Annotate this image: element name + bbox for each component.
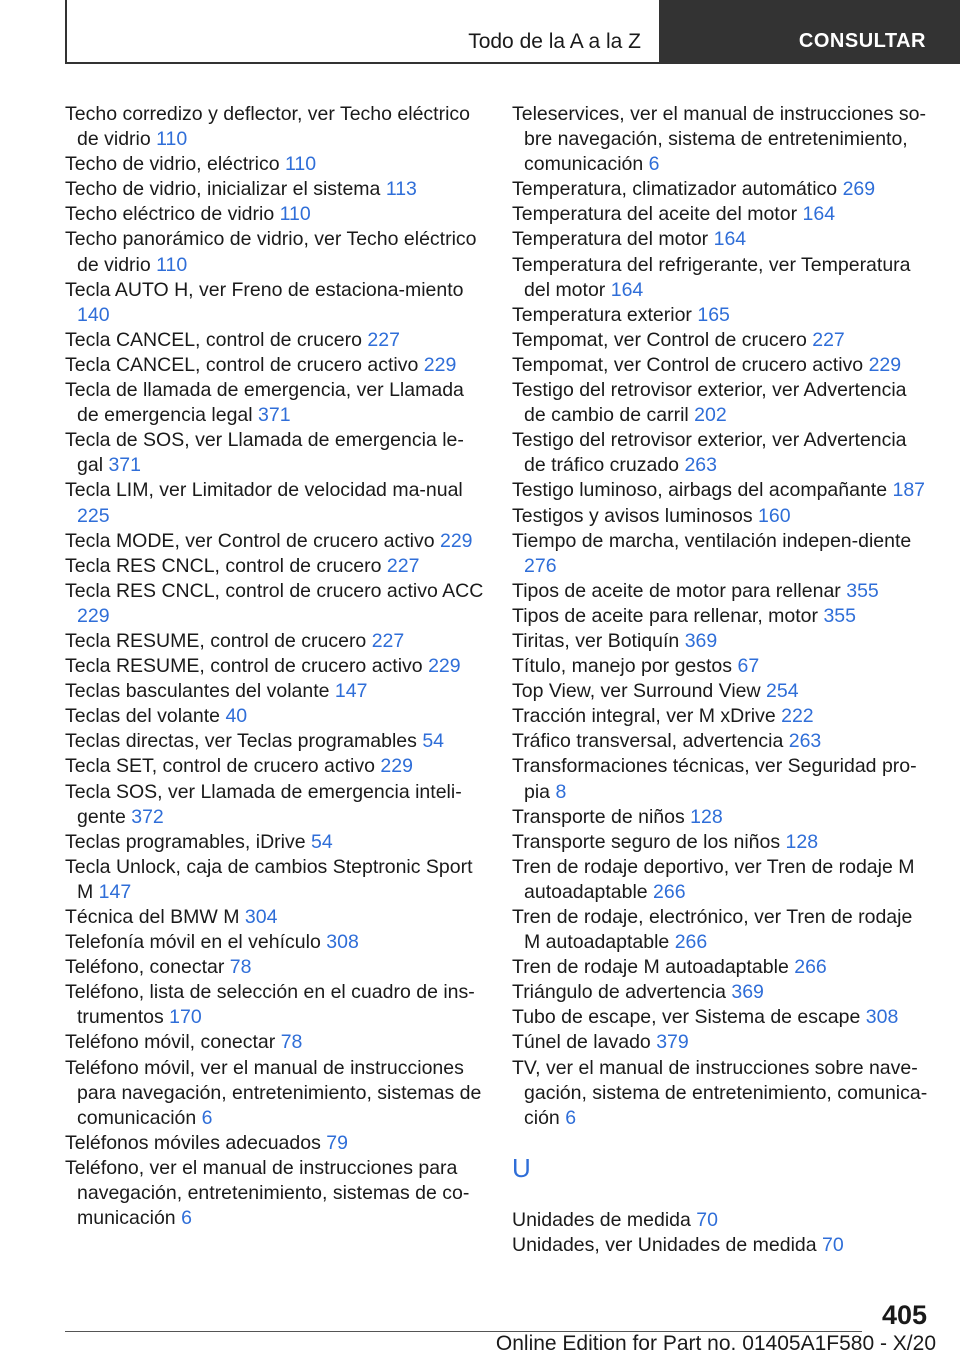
page-reference-link[interactable]: 160 xyxy=(758,504,791,527)
consult-tab[interactable] xyxy=(661,0,960,64)
index-entry xyxy=(65,1030,487,1055)
index-entry-term: Tiempo de marcha, ventilación indepen-diente xyxy=(512,529,912,552)
index-entry-term: Teclas programables, iDrive xyxy=(65,830,306,853)
index-entry xyxy=(65,102,487,152)
index-entry-term: Teléfono, ver el manual de instrucciones para navegación, entretenimiento, sistemas de co-municación xyxy=(65,1156,470,1230)
index-entry xyxy=(65,152,487,177)
page-reference-link[interactable]: 371 xyxy=(108,454,141,477)
index-entry-term: Tecla RESUME, control de crucero activo xyxy=(65,655,423,678)
page-reference-link[interactable]: 128 xyxy=(785,830,819,853)
index-entry xyxy=(512,202,932,227)
index-entry xyxy=(65,980,487,1030)
index-entry xyxy=(512,1208,932,1233)
index-entry-term: Unidades de medida xyxy=(512,1208,691,1231)
index-entry-term: Tecla de SOS, ver Llamada de emergencia le-gal xyxy=(65,429,464,477)
page-reference-link[interactable]: 140 xyxy=(77,303,110,326)
index-entry-term: Tempomat, ver Control de crucero xyxy=(512,328,807,351)
index-entry xyxy=(512,830,932,855)
page-reference-link[interactable]: 379 xyxy=(656,1031,689,1054)
index-entry xyxy=(65,529,487,554)
index-entry-term: Tubo de escape, ver Sistema de escape xyxy=(512,1006,861,1029)
page-number: 405 xyxy=(881,1300,927,1330)
page-reference-link[interactable]: 6 xyxy=(201,1106,213,1129)
index-entry xyxy=(65,905,487,930)
index-entry-term: Técnica del BMW M xyxy=(65,906,240,928)
page-reference-link[interactable]: 372 xyxy=(131,805,164,828)
index-entry xyxy=(512,604,932,629)
index-entry-term: Techo panorámico de vidrio, ver Techo eléctrico de vidrio xyxy=(65,228,477,276)
page-reference-link[interactable]: 78 xyxy=(280,1031,303,1054)
index-entry xyxy=(65,478,487,528)
index-entry xyxy=(512,1233,932,1258)
page-reference-link[interactable]: 369 xyxy=(684,629,718,652)
index-entry xyxy=(65,579,487,629)
page-reference-link[interactable]: 308 xyxy=(326,931,359,954)
index-entry xyxy=(65,554,487,579)
page-reference-link[interactable]: 222 xyxy=(781,705,814,728)
index-entry-term: Tren de rodaje, electrónico, ver Tren de rodaje M autoadaptable xyxy=(512,906,913,954)
page-header xyxy=(0,0,960,70)
index-entry-term: Unidades, ver Unidades de medida xyxy=(512,1233,817,1256)
index-entry-term: Tipos de aceite para rellenar, motor xyxy=(512,604,819,627)
page-reference-link[interactable]: 54 xyxy=(311,830,333,853)
index-entry xyxy=(512,729,932,754)
index-entry-term: Testigo luminoso, airbags del acompañante xyxy=(512,479,888,502)
index-entries-u xyxy=(512,1208,932,1258)
index-entry-term: Testigo del retrovisor exterior, ver Advertencia de cambio de carril xyxy=(512,379,907,427)
index-entry xyxy=(65,855,487,905)
index-entry xyxy=(512,754,932,804)
index-entry xyxy=(65,729,487,754)
index-entry-term: Tecla de llamada de emergencia, ver Llamada de emergencia legal xyxy=(65,379,464,427)
page-reference-link[interactable]: 227 xyxy=(367,328,400,351)
index-entry xyxy=(512,504,932,529)
index-entry xyxy=(65,353,487,378)
index-entries-t-continued xyxy=(512,102,932,1131)
index-entry-term: Teclas directas, ver Teclas programables xyxy=(65,730,417,753)
index-entry-term: Tecla RES CNCL, control de crucero xyxy=(65,554,382,577)
index-entry-term: Techo de vidrio, eléctrico xyxy=(65,153,280,176)
page-reference-link[interactable]: 6 xyxy=(648,153,660,176)
index-entry xyxy=(65,780,487,830)
section-title: Todo de la A a la Z xyxy=(468,30,641,53)
page-reference-link[interactable]: 164 xyxy=(802,203,836,226)
index-entry xyxy=(512,980,932,1005)
index-entry-term: Temperatura exterior xyxy=(512,303,692,326)
index-entry-term: Transporte seguro de los niños xyxy=(512,830,781,853)
page-reference-link[interactable]: 229 xyxy=(423,353,457,376)
index-entry xyxy=(512,177,932,202)
index-entry-term: Teléfono, lista de selección en el cuadro de ins-trumentos xyxy=(65,981,475,1029)
index-entry xyxy=(65,704,487,729)
index-entry xyxy=(65,1131,487,1156)
index-entry-term: Temperatura del refrigerante, ver Temperatura del motor xyxy=(512,253,911,301)
index-entry-term: TV, ver el manual de instrucciones sobre nave-gación, sistema de entretenimiento, comunica-ción xyxy=(512,1056,928,1129)
index-entry-term: Tecla CANCEL, control de crucero activo xyxy=(65,353,419,376)
page-reference-link[interactable]: 6 xyxy=(565,1106,577,1129)
index-entry-term: Triángulo de advertencia xyxy=(512,981,726,1004)
index-entry xyxy=(65,227,487,277)
page-reference-link[interactable]: 254 xyxy=(766,680,799,703)
index-entry-term: Túnel de lavado xyxy=(512,1031,651,1054)
index-entry-term: Teléfono móvil, ver el manual de instrucciones para navegación, entretenimiento, sistemas de comunicación xyxy=(65,1056,482,1129)
index-entry-term: Tráfico transversal, advertencia xyxy=(512,730,784,753)
index-entry-term: Temperatura del motor xyxy=(512,228,709,251)
page-reference-link[interactable]: 202 xyxy=(694,404,727,427)
index-entry-term: Testigos y avisos luminosos xyxy=(512,504,753,527)
index-entry xyxy=(512,102,932,177)
index-entry-term: Tren de rodaje M autoadaptable xyxy=(512,956,789,979)
page-reference-link[interactable]: 369 xyxy=(731,981,764,1004)
index-entry xyxy=(512,955,932,980)
index-entry-term: Tiritas, ver Botiquín xyxy=(512,629,680,652)
page-reference-link[interactable]: 266 xyxy=(653,880,686,903)
page-reference-link[interactable]: 8 xyxy=(555,780,567,803)
index-entry-term: Top View, ver Surround View xyxy=(512,680,761,703)
index-entry xyxy=(512,579,932,604)
index-entry xyxy=(512,1056,932,1131)
index-entry-term: Tecla RESUME, control de crucero xyxy=(65,629,367,652)
index-entry xyxy=(512,629,932,654)
index-entry-term: Techo de vidrio, inicializar el sistema xyxy=(65,178,381,201)
index-entry-term: Temperatura, climatizador automático xyxy=(512,178,838,201)
page-reference-link[interactable]: 269 xyxy=(842,178,876,201)
index-entry xyxy=(65,1056,487,1131)
index-entry xyxy=(65,428,487,478)
page-reference-link[interactable]: 164 xyxy=(610,278,644,301)
index-entry xyxy=(512,679,932,704)
index-entry xyxy=(512,478,932,503)
page-reference-link[interactable]: 229 xyxy=(380,755,413,778)
page-reference-link[interactable]: 229 xyxy=(428,655,461,678)
footer-edition-text: Online Edition for Part no. 01405A1F580 - X/20 xyxy=(495,1332,936,1355)
index-entry xyxy=(512,227,932,252)
page-reference-link[interactable]: 263 xyxy=(788,730,822,753)
page-reference-link[interactable]: 70 xyxy=(822,1233,844,1256)
index-entry-term: Tecla MODE, ver Control de crucero activo xyxy=(65,529,435,552)
page-reference-link[interactable]: 54 xyxy=(422,730,445,753)
page-reference-link[interactable]: 6 xyxy=(181,1207,192,1230)
page-reference-link[interactable]: 165 xyxy=(697,303,730,326)
index-entry-term: Transformaciones técnicas, ver Seguridad pro-pia xyxy=(512,755,917,803)
index-entry xyxy=(65,930,487,955)
index-column-right xyxy=(512,102,932,1258)
index-entry xyxy=(65,830,487,855)
page-reference-link[interactable]: 308 xyxy=(865,1006,899,1029)
index-entry xyxy=(512,303,932,328)
index-entry xyxy=(512,253,932,303)
page-reference-link[interactable]: 40 xyxy=(225,705,248,728)
page-reference-link[interactable]: 110 xyxy=(156,253,188,276)
index-entry xyxy=(65,679,487,704)
index-entry-term: Tecla CANCEL, control de crucero xyxy=(65,328,362,351)
page-reference-link[interactable]: 164 xyxy=(713,228,747,251)
index-entry xyxy=(512,855,932,905)
index-entry xyxy=(512,654,932,679)
page-reference-link[interactable]: 263 xyxy=(684,454,717,477)
index-entry xyxy=(512,805,932,830)
index-entry xyxy=(512,1030,932,1055)
index-entry-term: Transporte de niños xyxy=(512,805,685,828)
index-entry-term: Teleservices, ver el manual de instrucciones so-bre navegación, sistema de entretenimiento, comunicación xyxy=(512,103,927,176)
index-entry-term: Temperatura del aceite del motor xyxy=(512,203,798,226)
page-reference-link[interactable]: 187 xyxy=(892,479,926,502)
index-entry xyxy=(65,278,487,328)
section-letter-u: U xyxy=(512,1152,531,1183)
index-entry xyxy=(65,754,487,779)
index-entry xyxy=(65,378,487,428)
index-entry-term: Teléfono, conectar xyxy=(65,956,225,979)
index-entry-term: Tracción integral, ver M xDrive xyxy=(512,705,776,728)
section-title-box xyxy=(65,0,661,64)
index-entry xyxy=(65,629,487,654)
index-entry xyxy=(65,202,487,227)
page-reference-link[interactable]: 110 xyxy=(156,128,188,151)
index-entry xyxy=(65,177,487,202)
page-reference-link[interactable]: 110 xyxy=(285,153,317,176)
page-reference-link[interactable]: 229 xyxy=(439,529,473,552)
index-entry-term: Teclas del volante xyxy=(65,705,221,728)
index-entry-term: Tempomat, ver Control de crucero activo xyxy=(512,353,864,376)
index-entry-term: Techo corredizo y deflector, ver Techo eléctrico de vidrio xyxy=(65,103,471,151)
page-reference-link[interactable]: 70 xyxy=(696,1208,718,1231)
index-entry-term: Tecla Unlock, caja de cambios Steptronic Sport M xyxy=(65,855,473,903)
index-entry-term: Tipos de aceite de motor para rellenar xyxy=(512,579,841,602)
page-reference-link[interactable]: 227 xyxy=(812,328,845,351)
page-reference-link[interactable]: 113 xyxy=(385,178,417,201)
page-reference-link[interactable]: 371 xyxy=(258,404,291,427)
index-entry xyxy=(512,905,932,955)
index-entry-term: Tecla RES CNCL, control de crucero activo ACC xyxy=(65,579,484,602)
page-reference-link[interactable]: 128 xyxy=(690,805,723,828)
page-reference-link[interactable]: 170 xyxy=(169,1006,202,1029)
index-entry-term: Tecla LIM, ver Limitador de velocidad ma-nual xyxy=(65,479,463,502)
page-reference-link[interactable]: 355 xyxy=(846,579,879,602)
page-reference-link[interactable]: 225 xyxy=(77,504,110,527)
index-entry xyxy=(65,654,487,679)
index-column-left xyxy=(65,102,487,1231)
index-entry xyxy=(512,353,932,378)
index-entry xyxy=(512,328,932,353)
index-entry xyxy=(65,328,487,353)
index-entry-term: Tecla AUTO H, ver Freno de estaciona-miento xyxy=(65,278,464,301)
index-entry-term: Testigo del retrovisor exterior, ver Advertencia de tráfico cruzado xyxy=(512,429,907,477)
index-entry-term: Teléfono móvil, conectar xyxy=(65,1031,276,1054)
page-reference-link[interactable]: 67 xyxy=(737,655,760,678)
page-reference-link[interactable]: 304 xyxy=(244,906,278,928)
page-reference-link[interactable]: 147 xyxy=(98,880,132,903)
index-entry xyxy=(512,1005,932,1030)
page-reference-link[interactable]: 79 xyxy=(326,1131,348,1154)
index-entry xyxy=(512,704,932,729)
index-entry xyxy=(65,955,487,980)
index-entry xyxy=(512,529,932,579)
index-entry-term: Techo eléctrico de vidrio xyxy=(65,203,275,226)
page-reference-link[interactable]: 229 xyxy=(868,353,902,376)
page-reference-link[interactable]: 266 xyxy=(794,956,827,979)
consult-tab-label: CONSULTAR xyxy=(798,30,926,52)
index-entry-term: Tecla SOS, ver Llamada de emergencia inteli-gente xyxy=(65,780,462,828)
index-entry-term: Tecla SET, control de crucero activo xyxy=(65,755,375,778)
page-reference-link[interactable]: 147 xyxy=(334,680,368,703)
index-entry xyxy=(512,378,932,428)
index-entry-term: Tren de rodaje deportivo, ver Tren de rodaje M autoadaptable xyxy=(512,855,915,903)
page-reference-link[interactable]: 110 xyxy=(279,203,311,226)
index-entry-term: Teléfonos móviles adecuados xyxy=(65,1131,321,1154)
index-entry-term: Telefonía móvil en el vehículo xyxy=(65,931,321,954)
page-reference-link[interactable]: 229 xyxy=(77,604,110,627)
page-reference-link[interactable]: 355 xyxy=(823,604,856,627)
page-reference-link[interactable]: 266 xyxy=(674,931,708,954)
page-reference-link[interactable]: 276 xyxy=(524,554,557,577)
page-reference-link[interactable]: 227 xyxy=(371,629,405,652)
page-reference-link[interactable]: 227 xyxy=(386,554,420,577)
index-entry-term: Título, manejo por gestos xyxy=(512,655,733,678)
page-reference-link[interactable]: 78 xyxy=(229,956,252,979)
index-entry xyxy=(512,428,932,478)
index-entry-term: Teclas basculantes del volante xyxy=(65,680,330,703)
index-entry xyxy=(65,1156,487,1231)
